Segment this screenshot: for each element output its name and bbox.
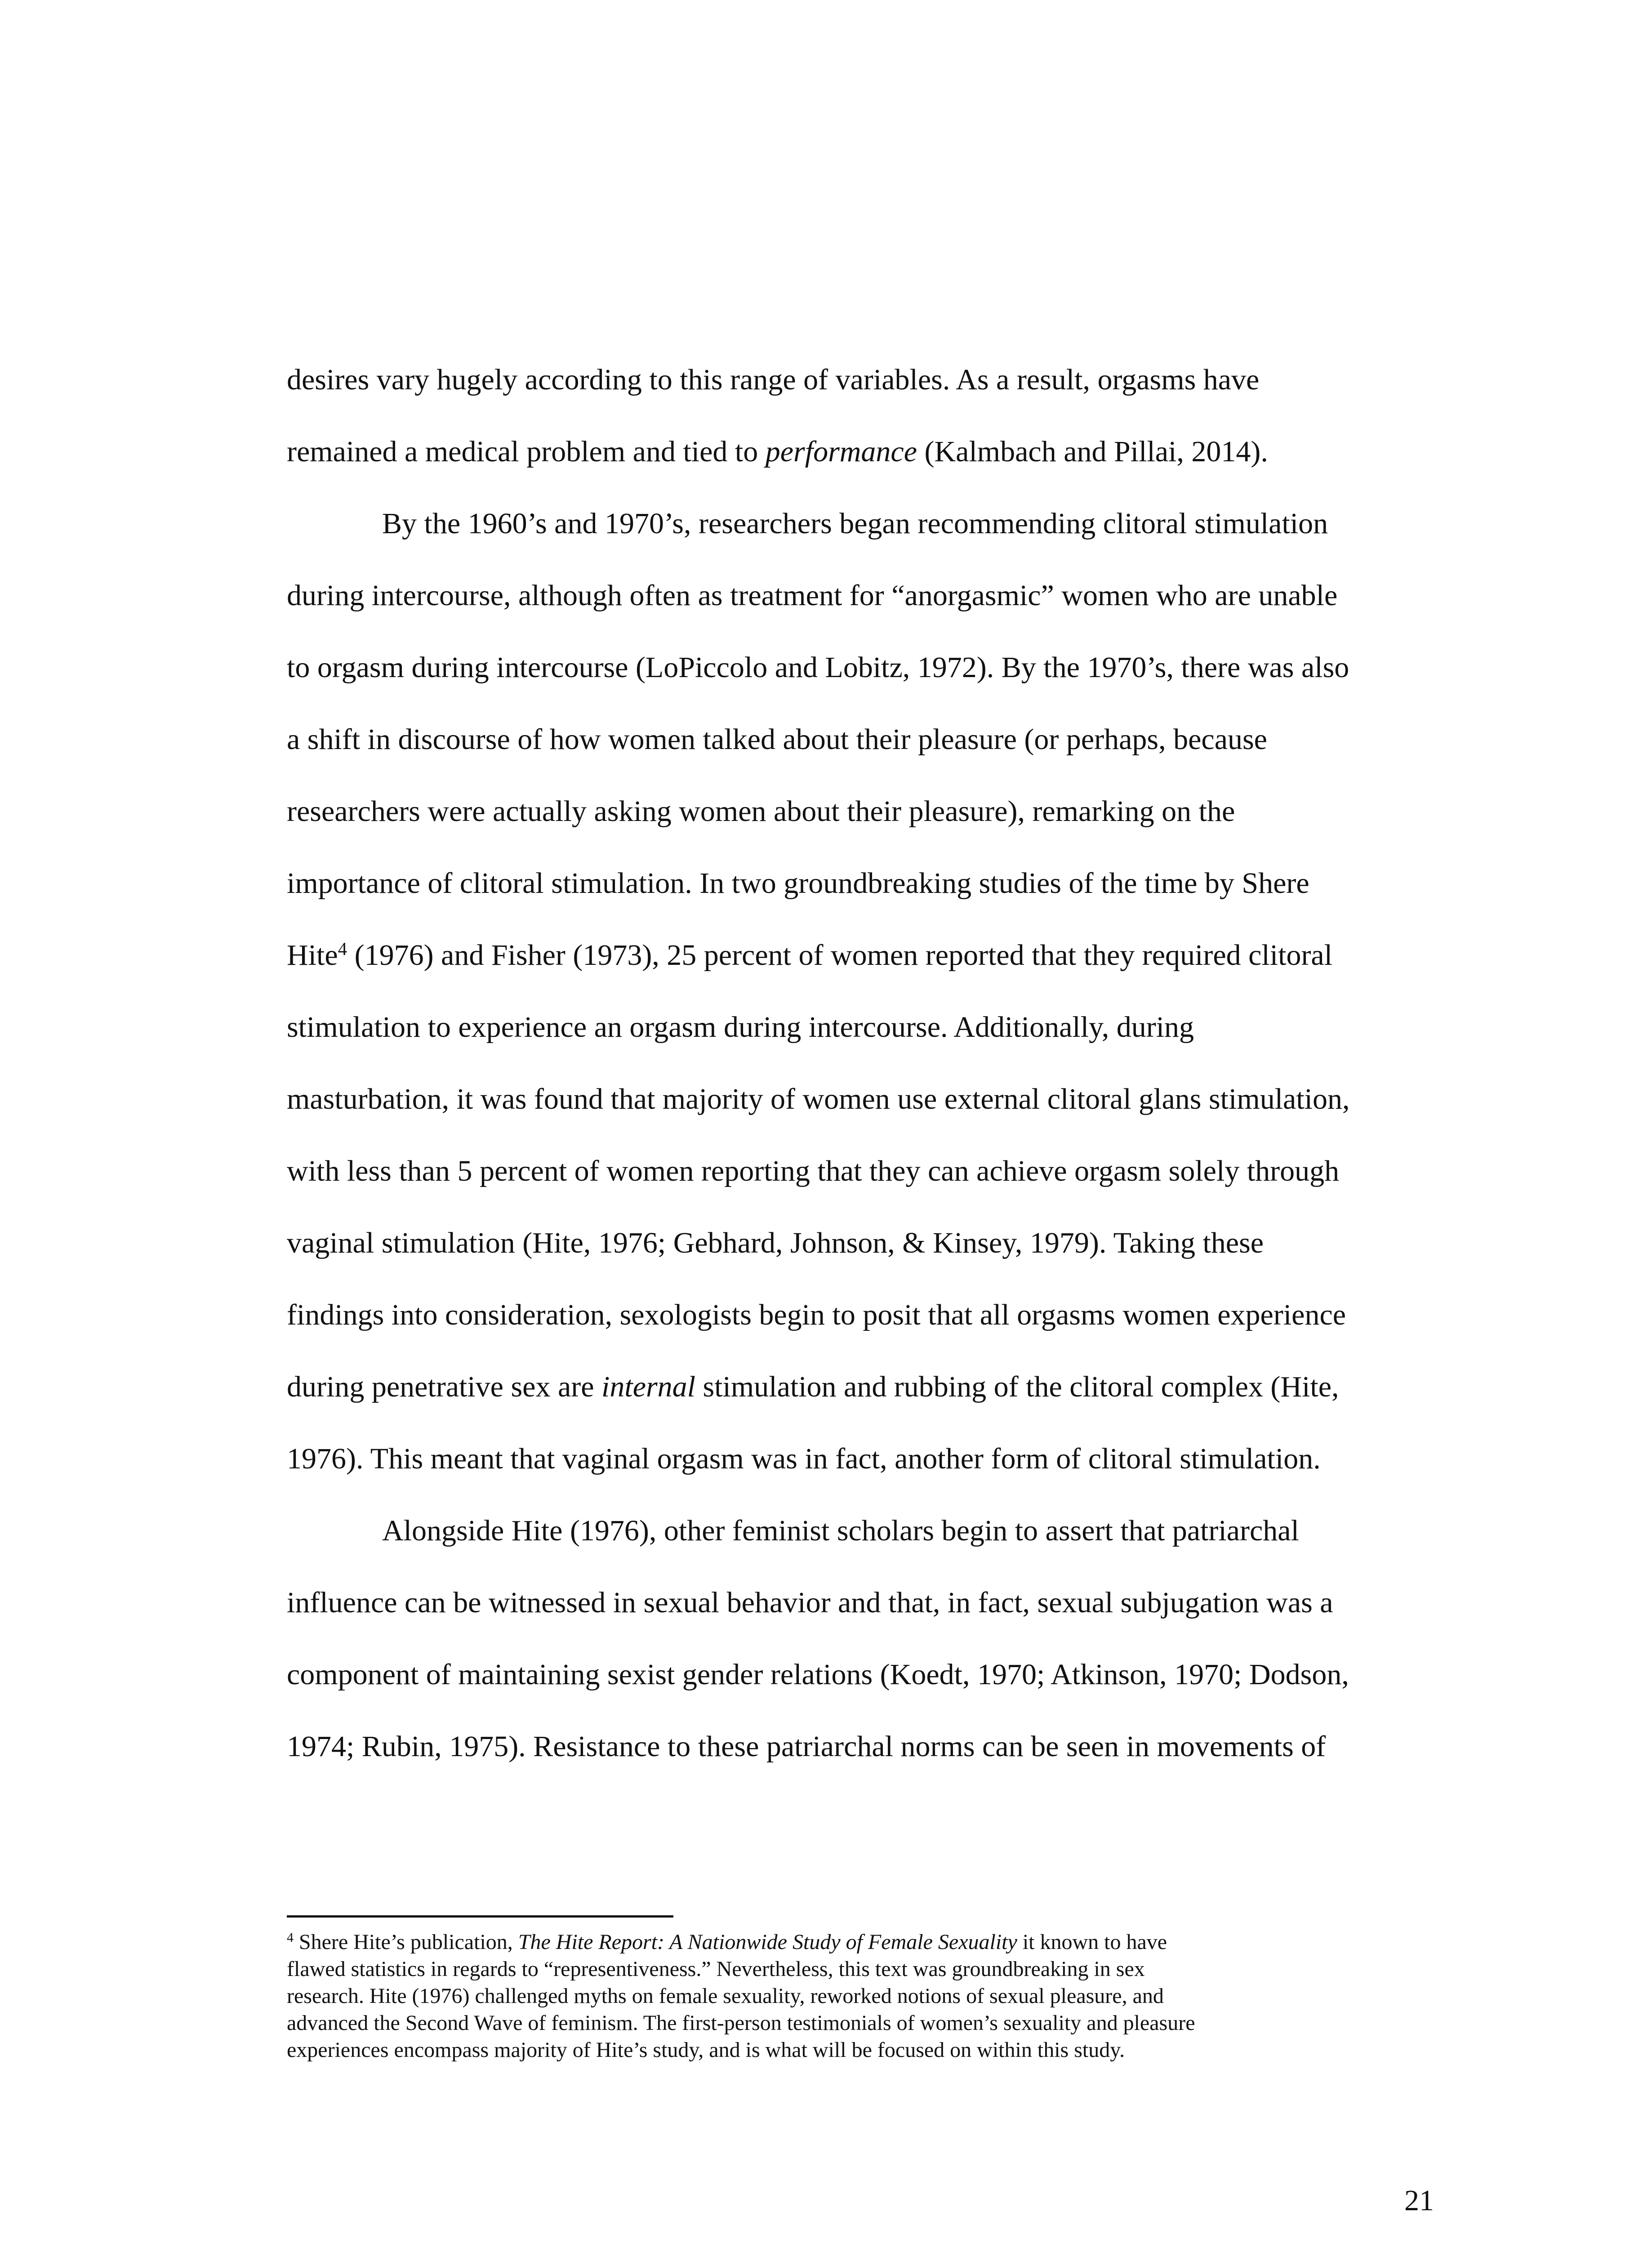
footnote-marker: 4 <box>287 1930 294 1945</box>
text-segment: Alongside Hite (1976), other feminist scholars begin to assert that patriarchal <box>382 1514 1299 1547</box>
footnote-line <box>287 2037 1125 2064</box>
text-segment: stimulation and rubbing of the clitoral complex (Hite, <box>695 1370 1339 1403</box>
body-line <box>287 794 1235 830</box>
text-segment: during penetrative sex are <box>287 1370 602 1403</box>
body-line <box>287 1009 1194 1045</box>
text-segment: influence can be witnessed in sexual behavior and that, in fact, sexual subjugation was a <box>287 1586 1333 1619</box>
page-number: 21 <box>1404 2184 1434 2217</box>
body-line <box>287 1153 1339 1189</box>
text-segment: remained a medical problem and tied to <box>287 435 766 468</box>
body-line <box>287 1225 1264 1261</box>
body-line <box>287 362 1259 398</box>
footnote-line <box>287 1956 1145 1983</box>
text-segment: researchers were actually asking women about their pleasure), remarking on the <box>287 795 1235 828</box>
text-segment: 1974; Rubin, 1975). Resistance to these patriarchal norms can be seen in movements of <box>287 1730 1326 1763</box>
text-segment: a shift in discourse of how women talked about their pleasure (or perhaps, because <box>287 723 1267 756</box>
text-segment: experiences encompass majority of Hite’s study, and is what will be focused on within this study. <box>287 2038 1125 2062</box>
body-line <box>287 865 1309 901</box>
body-line <box>287 1657 1349 1693</box>
footnote-line <box>287 1983 1164 2010</box>
italic-text: performance <box>765 435 917 468</box>
footnote-line <box>287 2010 1195 2037</box>
text-segment: By the 1960’s and 1970’s, researchers began recommending clitoral stimulation <box>382 507 1328 540</box>
footnote-separator <box>287 1915 673 1918</box>
text-segment: research. Hite (1976) challenged myths on female sexuality, reworked notions of sexual pleasure, and <box>287 1984 1164 2008</box>
body-line <box>287 1081 1350 1117</box>
italic-text: internal <box>601 1370 696 1403</box>
text-segment: importance of clitoral stimulation. In two groundbreaking studies of the time by Shere <box>287 867 1309 900</box>
text-segment: during intercourse, although often as treatment for “anorgasmic” women who are unable <box>287 579 1338 612</box>
text-segment: advanced the Second Wave of feminism. The first-person testimonials of women’s sexuality and pleasure <box>287 2011 1195 2035</box>
italic-text: The Hite Report: A Nationwide Study of Female Sexuality <box>518 1930 1017 1954</box>
body-line <box>287 1585 1333 1621</box>
text-segment: flawed statistics in regards to “representiveness.” Nevertheless, this text was groundbreaking in sex <box>287 1957 1145 1981</box>
body-line <box>287 1441 1321 1477</box>
text-segment: (Kalmbach and Pillai, 2014). <box>917 435 1268 468</box>
text-segment: to orgasm during intercourse (LoPiccolo and Lobitz, 1972). By the 1970’s, there was also <box>287 651 1349 684</box>
text-segment: component of maintaining sexist gender relations (Koedt, 1970; Atkinson, 1970; Dodson, <box>287 1658 1349 1691</box>
footnote-line <box>287 1929 1167 1958</box>
text-segment: desires vary hugely according to this range of variables. As a result, orgasms have <box>287 363 1260 396</box>
text-segment: vaginal stimulation (Hite, 1976; Gebhard, Johnson, & Kinsey, 1979). Taking these <box>287 1227 1264 1259</box>
text-segment: 1976). This meant that vaginal orgasm was in fact, another form of clitoral stimulation. <box>287 1442 1321 1475</box>
text-segment: Shere Hite’s publication, <box>293 1930 518 1954</box>
text-segment: findings into consideration, sexologists begin to posit that all orgasms women experience <box>287 1298 1346 1331</box>
body-line <box>287 578 1337 614</box>
body-line <box>287 1297 1346 1333</box>
footnote-marker: 4 <box>338 938 347 959</box>
body-line <box>382 1513 1299 1549</box>
body-line <box>287 434 1268 470</box>
body-line <box>287 1729 1326 1765</box>
body-line <box>287 937 1332 977</box>
text-segment: stimulation to experience an orgasm during intercourse. Additionally, during <box>287 1011 1194 1044</box>
body-line <box>287 1369 1339 1405</box>
body-line <box>287 650 1349 686</box>
text-segment: it known to have <box>1017 1930 1167 1954</box>
text-segment: Hite <box>287 939 338 972</box>
text-segment: (1976) and Fisher (1973), 25 percent of women reported that they required clitoral <box>347 939 1333 972</box>
text-segment: masturbation, it was found that majority of women use external clitoral glans stimulation, <box>287 1083 1350 1115</box>
body-line <box>382 506 1328 542</box>
body-line <box>287 722 1267 758</box>
text-segment: with less than 5 percent of women reporting that they can achieve orgasm solely through <box>287 1155 1340 1187</box>
